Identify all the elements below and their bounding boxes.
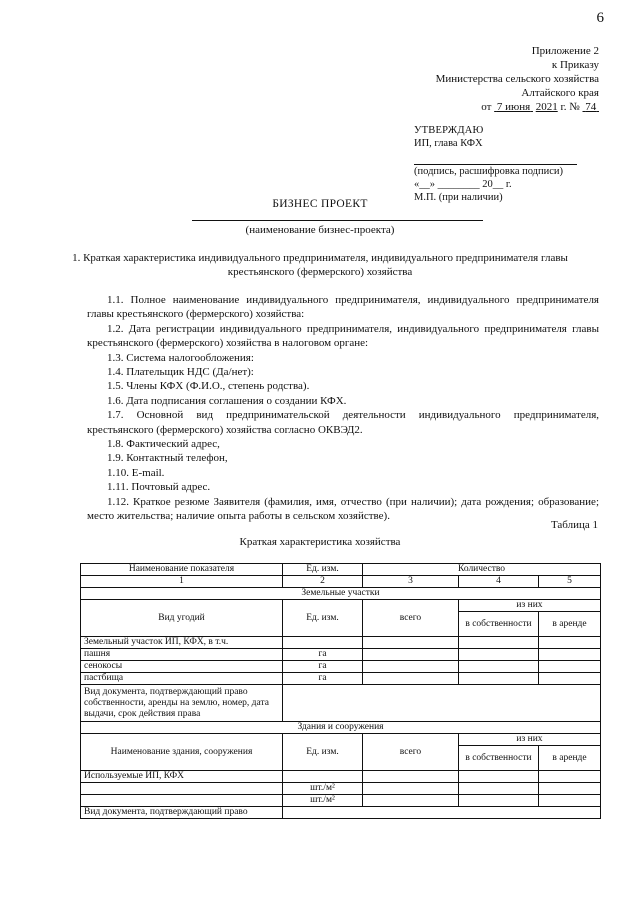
table-number: Таблица 1 bbox=[550, 519, 598, 531]
item-1-12: 1.12. Краткое резюме Заявителя (фамилия, имя, отчество (при наличии); дата рождения; образование; место жительства; наличие опыта работы в сельском хозяйстве). bbox=[87, 495, 599, 523]
items-list bbox=[87, 293, 599, 524]
table-row bbox=[81, 685, 601, 722]
unit-cell: га bbox=[283, 661, 363, 673]
table-row bbox=[81, 807, 601, 819]
appendix-line: Приложение 2 bbox=[531, 45, 599, 57]
row-label: Вид документа, подтверждающий право bbox=[81, 807, 283, 819]
header-cell: Ед. изм. bbox=[283, 564, 363, 576]
header-cell: Количество bbox=[363, 564, 601, 576]
project-name-line bbox=[192, 220, 483, 221]
table-row bbox=[81, 783, 601, 795]
cell bbox=[363, 783, 459, 795]
header-cell: в собственности bbox=[459, 612, 539, 637]
appendix-line: Министерства сельского хозяйства bbox=[435, 73, 599, 85]
col-num: 2 bbox=[283, 576, 363, 588]
cell bbox=[539, 673, 601, 685]
item-1-2: 1.2. Дата регистрации индивидуального предпринимателя, индивидуального предпринимателя главы крестьянского (фермерского) хозяйства в налоговом органе: bbox=[87, 322, 599, 350]
row-label: Земельный участок ИП, КФХ, в т.ч. bbox=[81, 637, 283, 649]
header-cell: всего bbox=[363, 600, 459, 637]
order-year: 2021 bbox=[535, 101, 558, 113]
cell bbox=[539, 649, 601, 661]
cell bbox=[363, 673, 459, 685]
cell bbox=[283, 771, 363, 783]
item-1-9: 1.9. Контактный телефон, bbox=[107, 452, 228, 465]
cell bbox=[283, 637, 363, 649]
table-row bbox=[81, 734, 601, 746]
header-cell: в аренде bbox=[539, 612, 601, 637]
table-row bbox=[81, 673, 601, 685]
row-label: пастбища bbox=[81, 673, 283, 685]
cell bbox=[539, 771, 601, 783]
cell bbox=[539, 637, 601, 649]
cell bbox=[539, 783, 601, 795]
table-row bbox=[81, 722, 601, 734]
table-caption: Краткая характеристика хозяйства bbox=[239, 536, 401, 548]
order-number: 74 bbox=[585, 101, 597, 113]
cell bbox=[459, 637, 539, 649]
header-cell: из них bbox=[459, 600, 601, 612]
cell bbox=[363, 795, 459, 807]
cell bbox=[283, 685, 601, 722]
header-cell: всего bbox=[363, 734, 459, 771]
farm-table bbox=[80, 563, 601, 819]
unit-cell: га bbox=[283, 649, 363, 661]
cell bbox=[363, 637, 459, 649]
row-label: сенокосы bbox=[81, 661, 283, 673]
unit-cell: га bbox=[283, 673, 363, 685]
table-row bbox=[81, 795, 601, 807]
cell bbox=[363, 661, 459, 673]
unit-cell: шт./м² bbox=[283, 783, 363, 795]
cell bbox=[459, 771, 539, 783]
header-cell: в аренде bbox=[539, 746, 601, 771]
table-row bbox=[81, 588, 601, 600]
item-1-10: 1.10. E-mail. bbox=[107, 466, 165, 479]
appendix-line: Алтайского края bbox=[521, 87, 599, 99]
doc-title: БИЗНЕС ПРОЕКТ bbox=[272, 198, 368, 210]
item-1-11: 1.11. Почтовый адрес. bbox=[107, 481, 211, 494]
appendix-block bbox=[400, 44, 599, 114]
item-1-5: 1.5. Члены КФХ (Ф.И.О., степень родства). bbox=[107, 380, 310, 393]
item-1-7: 1.7. Основной вид предпринимательской деятельности индивидуального предпринимателя, крестьянского (фермерского) хозяйства согласно ОКВЭД2. bbox=[87, 409, 599, 436]
cell bbox=[539, 795, 601, 807]
cell bbox=[363, 649, 459, 661]
header-cell: Наименование показателя bbox=[81, 564, 283, 576]
date-prefix: от bbox=[481, 101, 492, 113]
order-date-line bbox=[400, 100, 599, 114]
order-date: 7 июня bbox=[496, 101, 531, 113]
table-row bbox=[81, 637, 601, 649]
approval-block bbox=[414, 124, 604, 204]
project-name-caption: (наименование бизнес-проекта) bbox=[245, 224, 395, 236]
signature-caption: (подпись, расшифровка подписи) bbox=[414, 166, 564, 177]
section-title: 1. Краткая характеристика индивидуального предпринимателя, индивидуального предпринимателя главы крестьянского (фермерского) хозяйства bbox=[72, 252, 568, 278]
cell bbox=[459, 795, 539, 807]
cell bbox=[459, 783, 539, 795]
cell bbox=[81, 783, 283, 795]
order-no-label: г. № bbox=[560, 101, 580, 113]
item-1-3: 1.3. Система налогообложения: bbox=[107, 351, 254, 364]
appendix-line: к Приказу bbox=[551, 59, 599, 71]
item-1-8: 1.8. Фактический адрес, bbox=[107, 438, 220, 451]
header-cell: Наименование здания, сооружения bbox=[81, 734, 283, 771]
table-row bbox=[81, 576, 601, 588]
page-number: 6 bbox=[596, 10, 604, 26]
section-cell: Здания и сооружения bbox=[81, 722, 601, 734]
col-num: 1 bbox=[81, 576, 283, 588]
header-cell: в собственности bbox=[459, 746, 539, 771]
table-row bbox=[81, 661, 601, 673]
item-1-4: 1.4. Плательщик НДС (Да/нет): bbox=[107, 366, 254, 379]
row-label: Используемые ИП, КФХ bbox=[81, 771, 283, 783]
cell bbox=[81, 795, 283, 807]
cell bbox=[283, 807, 601, 819]
col-num: 5 bbox=[539, 576, 601, 588]
row-label: Вид документа, подтверждающий право собственности, аренды на землю, номер, дата выдачи, срок действия права bbox=[81, 685, 283, 722]
header-cell: Ед. изм. bbox=[283, 734, 363, 771]
table-row bbox=[81, 600, 601, 612]
col-num: 3 bbox=[363, 576, 459, 588]
row-label: пашня bbox=[81, 649, 283, 661]
seal-caption: М.П. (при наличии) bbox=[414, 192, 503, 203]
table-row bbox=[81, 564, 601, 576]
table-row bbox=[81, 771, 601, 783]
signature-line bbox=[414, 150, 577, 165]
header-cell: из них bbox=[459, 734, 601, 746]
item-1-1: 1.1. Полное наименование индивидуального предпринимателя, индивидуального предпринимателя главы крестьянского (фермерского) хозяйства: bbox=[87, 294, 599, 321]
cell bbox=[539, 661, 601, 673]
approval-title: УТВЕРЖДАЮ bbox=[414, 125, 484, 136]
table-row bbox=[81, 649, 601, 661]
approval-role: ИП, глава КФХ bbox=[414, 138, 483, 149]
unit-cell: шт./м² bbox=[283, 795, 363, 807]
cell bbox=[459, 649, 539, 661]
cell bbox=[363, 771, 459, 783]
header-cell: Ед. изм. bbox=[283, 600, 363, 637]
cell bbox=[459, 673, 539, 685]
section-cell: Земельные участки bbox=[81, 588, 601, 600]
item-1-6: 1.6. Дата подписания соглашения о создании КФХ. bbox=[107, 394, 347, 407]
header-cell: Вид угодий bbox=[81, 600, 283, 637]
approval-date: «__» ________ 20__ г. bbox=[414, 179, 512, 190]
cell bbox=[459, 661, 539, 673]
col-num: 4 bbox=[459, 576, 539, 588]
